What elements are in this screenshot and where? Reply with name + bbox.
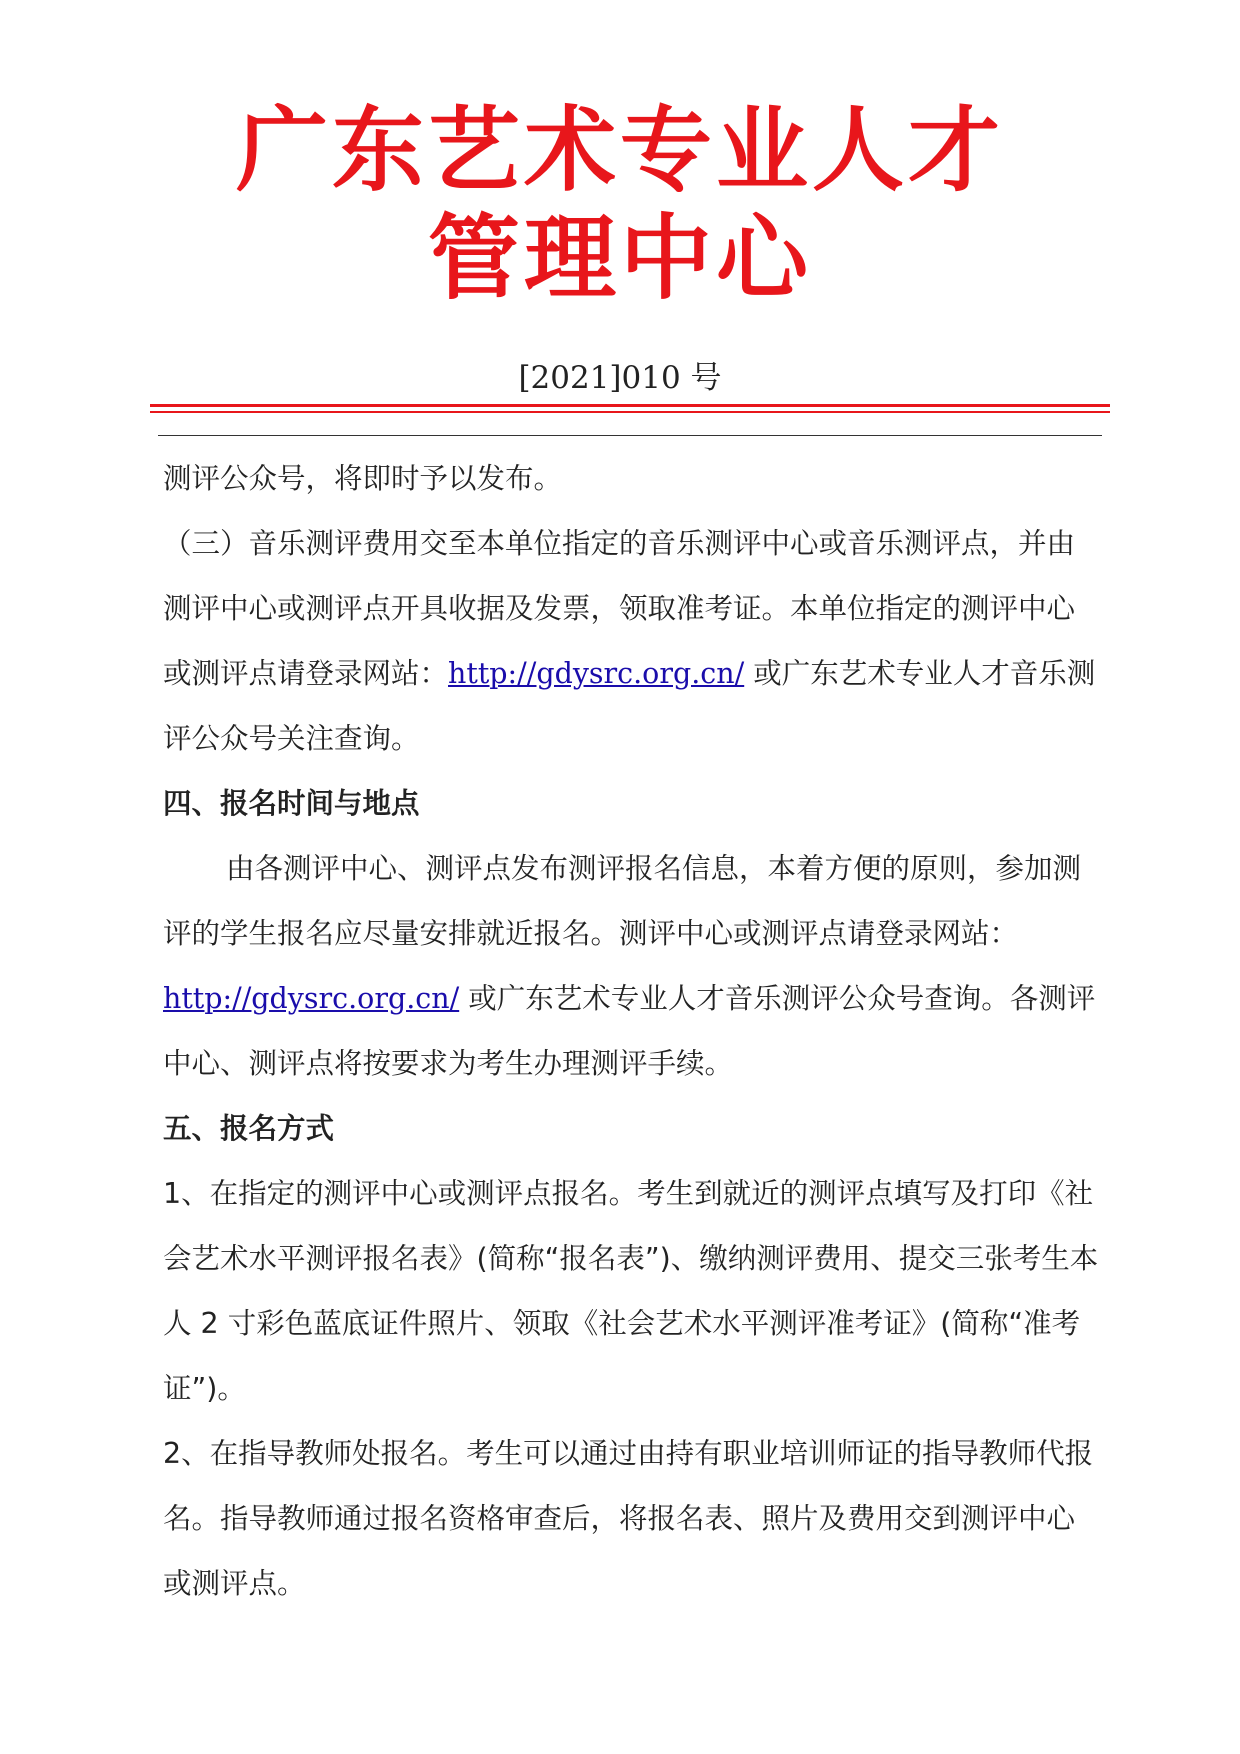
paragraph-fee [163,511,1103,771]
list-item: 2、在指导教师处报名。考生可以通过由持有职业培训师证的指导教师代报名。指导教师通过报名资格审查后，将报名表、照片及费用交到测评中心或测评点。 [163,1437,1094,1600]
section-heading-5: 五、报名方式 [163,1112,335,1145]
header-divider-thin [150,411,1110,413]
list-item: 1、在指定的测评中心或测评点报名。考生到就近的测评点填写及打印《社会艺术水平测评报名表》(简称“报名表”)、缴纳测评费用、提交三张考生本人 2 寸彩色蓝底证件照片、领取《社会艺术水平测评准考证》(简称“准考证”)。 [163,1177,1099,1405]
website-link[interactable]: http://gdysrc.org.cn/ [448,657,745,690]
website-link[interactable]: http://gdysrc.org.cn/ [163,982,460,1015]
page-top-rule [158,435,1102,436]
paragraph-fee-tail: 或广东艺术专业人才音乐测评公众号关注查询。 [163,657,1096,755]
header-title-line1: 广东艺术专业人才 [235,97,1004,204]
section-heading-4: 四、报名时间与地点 [163,787,420,820]
document-body [163,446,1103,1616]
paragraph-registration-tail: 或广东艺术专业人才音乐测评公众号查询。各测评中心、测评点将按要求为考生办理测评手续。 [163,982,1096,1080]
header-title-line2: 管理中心 [427,205,812,312]
paragraph-continuation: 测评公众号，将即时予以发布。 [163,462,563,495]
paragraph-registration-text: 由各测评中心、测评点发布测评报名信息，本着方便的原则，参加测评的学生报名应尽量安排就近报名。测评中心或测评点请登录网站： [163,852,1082,950]
paragraph-registration-time [163,836,1103,1096]
paragraph-fee-text: （三）音乐测评费用交至本单位指定的音乐测评中心或音乐测评点，并由测评中心或测评点开具收据及发票，领取准考证。本单位指定的测评中心或测评点请登录网站： [163,527,1076,690]
document-number: [2021]010 号 [518,360,722,396]
header-divider-thick [150,404,1110,407]
